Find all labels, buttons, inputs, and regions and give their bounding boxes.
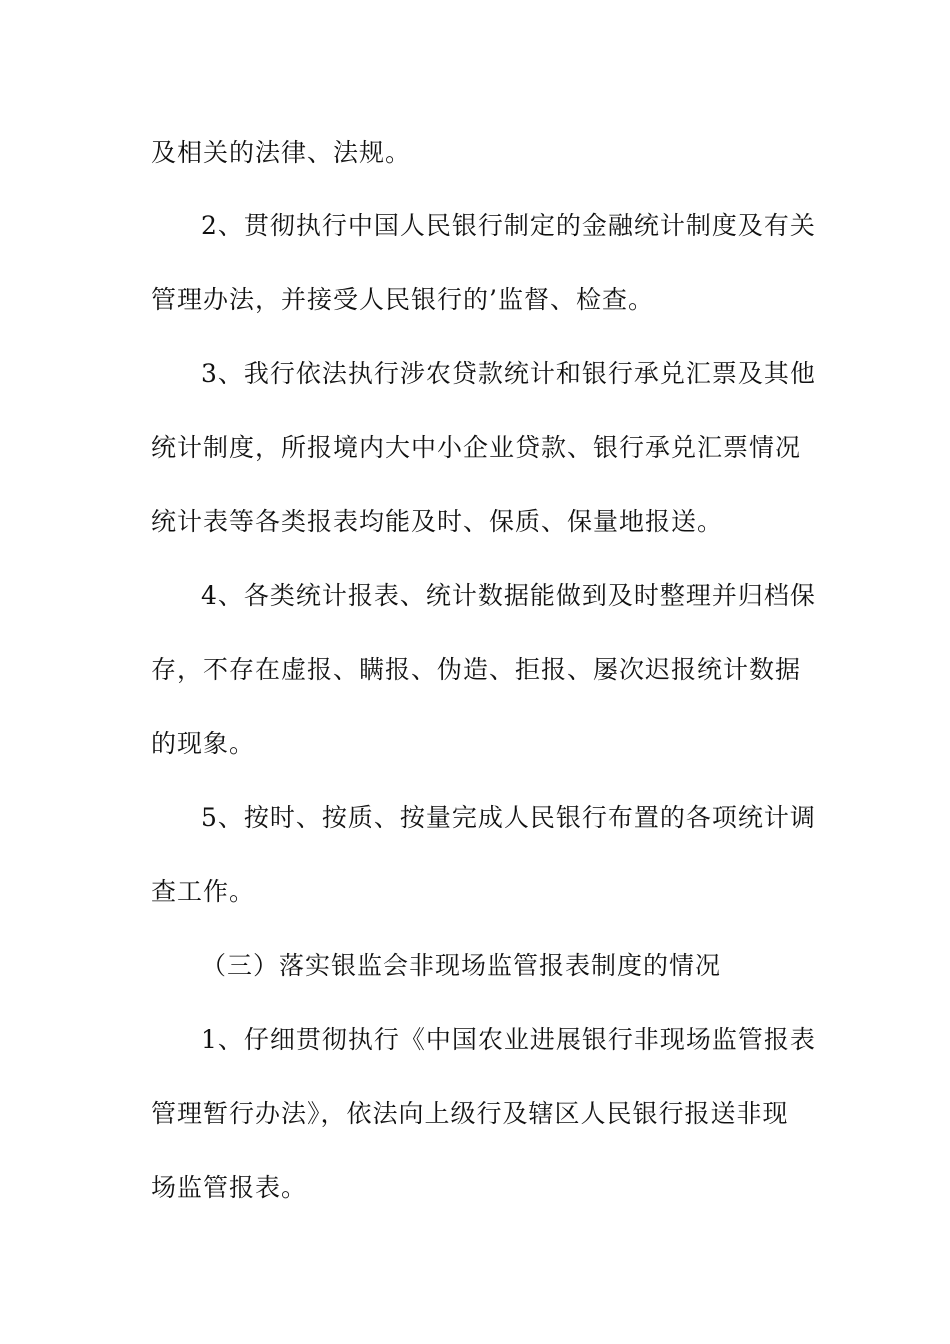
text-line: 2、贯彻执行中国人民银行制定的金融统计制度及有关 xyxy=(201,211,816,240)
text-line: 4、各类统计报表、统计数据能做到及时整理并归档保 xyxy=(201,581,816,610)
text-line: 统计表等各类报表均能及时、保质、保量地报送。 xyxy=(151,507,724,536)
text-line: 场监管报表。 xyxy=(151,1173,308,1202)
text-line: 5、按时、按质、按量完成人民银行布置的各项统计调 xyxy=(201,803,816,832)
text-line: 1、仔细贯彻执行《中国农业进展银行非现场监管报表 xyxy=(201,1025,816,1054)
section-heading: （三）落实银监会非现场监管报表制度的情况 xyxy=(201,951,722,980)
text-line: 管理办法，并接受人民银行的’监督、检查。 xyxy=(151,285,654,314)
text-line: 存，不存在虚报、瞒报、伪造、拒报、屡次迟报统计数据 xyxy=(151,655,802,684)
text-line: 查工作。 xyxy=(151,877,256,906)
text-line: 的现象。 xyxy=(151,729,256,758)
text-line: 3、我行依法执行涉农贷款统计和银行承兑汇票及其他 xyxy=(201,359,816,388)
text-line: 及相关的法律、法规。 xyxy=(151,138,412,167)
text-line: 统计制度，所报境内大中小企业贷款、银行承兑汇票情况 xyxy=(151,433,802,462)
text-line: 管理暂行办法》，依法向上级行及辖区人民银行报送非现 xyxy=(151,1099,789,1128)
